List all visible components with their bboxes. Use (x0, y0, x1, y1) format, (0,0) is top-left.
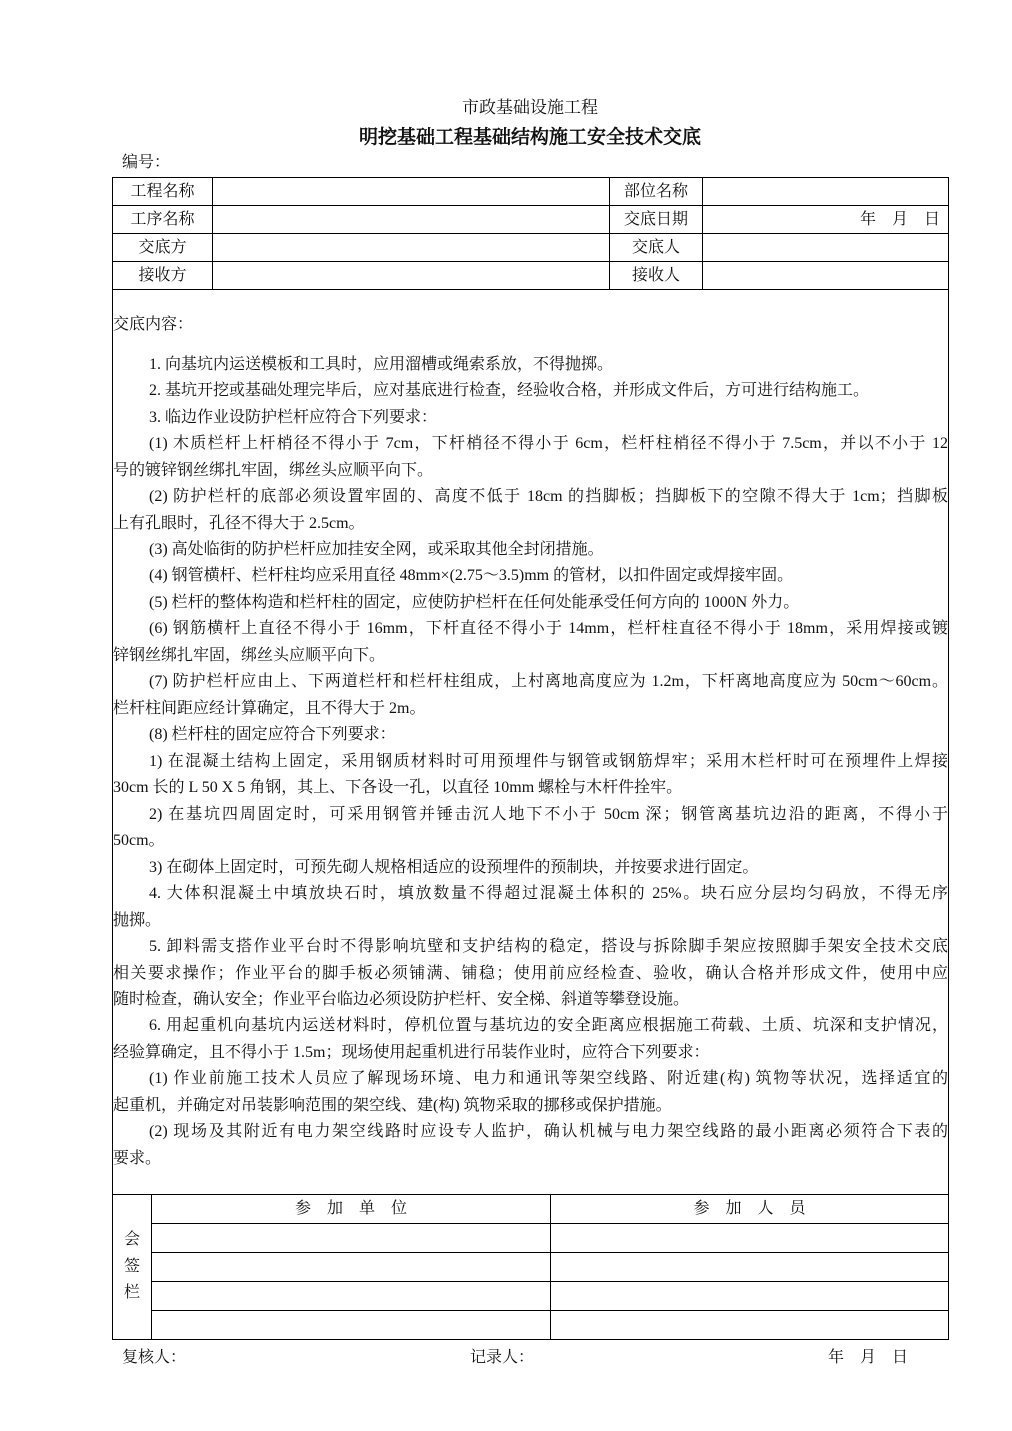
content-line: 3. 临边作业设防护栏杆应符合下列要求： (149, 408, 438, 426)
signoff-row (113, 1224, 949, 1253)
content-line: 锌钢丝绑扎牢固，绑丝头应顺平向下。 (113, 646, 386, 664)
recorder-label: 记录人： (470, 1349, 535, 1366)
signoff-header-row (113, 1195, 949, 1224)
content-line: 30cm 长的 L 50 X 5 角钢，其上、下各设一孔，以直径 10mm 螺栓与木杆件拴牢。 (113, 779, 683, 797)
discloser-label: 交底人 (610, 234, 703, 262)
disclosure-date-label: 交底日期 (610, 206, 703, 234)
content-line: 3) 在砌体上固定时，可预先砌人规格相适应的设预埋件的预制块，并按要求进行固定。 (149, 858, 759, 876)
content-line: 2) 在基坑四周固定时，可采用钢管并锤击沉人地下不小于 50cm 深；钢管离基坑边沿的距离，不得小于 (149, 805, 949, 823)
receiver-label: 接收人 (610, 262, 703, 290)
serial-number-label: 编号： (122, 154, 171, 171)
participating-unit-cell (152, 1282, 551, 1311)
participating-person-cell (551, 1224, 949, 1253)
signoff-section-label: 会签栏 (124, 1231, 141, 1302)
receiver-value (703, 262, 949, 290)
content-line: 4. 大体积混凝土中填放块石时，填放数量不得超过混凝土体积的 25%。块石应分层均匀码放，不得无序 (149, 885, 949, 903)
signoff-row (113, 1311, 949, 1340)
participating-person-cell (551, 1253, 949, 1282)
section-name-value (703, 178, 949, 206)
header-row (113, 206, 949, 234)
document-subtitle: 市政基础设施工程 (462, 98, 598, 117)
content-line: 相关要求操作；作业平台的脚手板必须铺满、铺稳；使用前应经检查、验收，确认合格并形成文件，使用中应 (113, 964, 949, 982)
content-line: 随时检查，确认安全；作业平台临边必须设防护栏杆、安全梯、斜道等攀登设施。 (113, 990, 690, 1008)
content-line: (8) 栏杆柱的固定应符合下列要求： (149, 726, 396, 744)
content-line: 5. 卸料需支搭作业平台时不得影响坑壁和支护结构的稳定，搭设与拆除脚手架应按照脚手架安全技术交底 (149, 938, 949, 956)
signoff-section-cell (113, 1195, 152, 1340)
participating-person-cell (551, 1311, 949, 1340)
disclosing-party-label: 交底方 (113, 234, 213, 262)
section-name-label: 部位名称 (610, 178, 703, 206)
content-line: (2) 防护栏杆的底部必须设置牢固的、高度不低于 18cm 的挡脚板；挡脚板下的空隙不得大于 1cm；挡脚板 (149, 488, 949, 506)
content-line: 2. 基坑开挖或基础处理完毕后，应对基底进行检查，经验收合格，并形成文件后，方可进行结构施工。 (149, 382, 870, 400)
participating-unit-cell (152, 1253, 551, 1282)
disclosure-form (112, 177, 949, 1340)
disclosure-date-value: 年 月 日 (703, 206, 949, 234)
content-line: (7) 防护栏杆应由上、下两道栏杆和栏杆柱组成，上村离地高度应为 1.2m，下杆离地高度应为 50cm～60cm。 (149, 673, 949, 691)
participating-unit-cell (152, 1311, 551, 1340)
content-line: 抛掷。 (113, 911, 162, 929)
content-line: (1) 木质栏杆上杆梢径不得小于 7cm，下杆梢径不得小于 6cm，栏杆柱梢径不得小于 7.5cm，并以不小于 12 (149, 435, 949, 453)
content-line: (1) 作业前施工技术人员应了解现场环境、电力和通讯等架空线路、附近建(构) 筑物等状况，选择适宜的 (149, 1070, 949, 1088)
footer-date: 年 月 日 (828, 1349, 909, 1366)
receiving-party-label: 接收方 (113, 262, 213, 290)
participating-unit-header: 参 加 单 位 (152, 1195, 551, 1224)
project-name-label: 工程名称 (113, 178, 213, 206)
content-line: (3) 高处临街的防护栏杆应加挂安全网，或采取其他全封闭措施。 (149, 541, 604, 559)
content-line: 6. 用起重机向基坑内运送材料时，停机位置与基坑边的安全距离应根据施工荷载、土质、坑深和支护情况， (149, 1017, 949, 1035)
content-line: (6) 钢筋横杆上直径不得小于 16mm，下杆直径不得小于 14mm，栏杆柱直径不得小于 18mm，采用焊接或镀 (149, 620, 949, 638)
disclosure-content (113, 290, 949, 1195)
content-line: 经验算确定，且不得小于 1.5m；现场使用起重机进行吊装作业时，应符合下列要求： (113, 1043, 710, 1061)
content-line: 1. 向基坑内运送模板和工具时，应用溜槽或绳索系放，不得抛掷。 (149, 355, 614, 373)
signoff-row (113, 1253, 949, 1282)
content-line: 1) 在混凝土结构上固定，采用钢质材料时可用预埋件与钢管或钢筋焊牢；采用木栏杆时可在预埋件上焊接 (149, 752, 949, 770)
process-name-label: 工序名称 (113, 206, 213, 234)
header-row (113, 178, 949, 206)
receiving-party-value (213, 262, 610, 290)
content-line: (2) 现场及其附近有电力架空线路时应设专人监护，确认机械与电力架空线路的最小距离必须符合下表的 (149, 1123, 949, 1141)
content-line: 50cm。 (113, 832, 165, 850)
signoff-row (113, 1282, 949, 1311)
disclosing-party-value (213, 234, 610, 262)
participating-person-cell (551, 1282, 949, 1311)
content-label: 交底内容： (113, 315, 194, 333)
header-row (113, 234, 949, 262)
participating-person-header: 参 加 人 员 (551, 1195, 949, 1224)
content-line: 起重机，并确定对吊装影响范围的架空线、建(构) 筑物采取的挪移或保护措施。 (113, 1096, 672, 1114)
content-line: 上有孔眼时，孔径不得大于 2.5cm。 (113, 514, 365, 532)
content-line: (4) 钢管横杆、栏杆柱均应采用直径 48mm×(2.75～3.5)mm 的管材，以扣件固定或焊接牢固。 (149, 567, 794, 585)
process-name-value (213, 206, 610, 234)
content-line: 号的镀锌钢丝绑扎牢固，绑丝头应顺平向下。 (113, 461, 434, 479)
participating-unit-cell (152, 1224, 551, 1253)
header-row (113, 262, 949, 290)
project-name-value (213, 178, 610, 206)
content-line: 要求。 (113, 1149, 162, 1167)
content-line: 栏杆柱间距应经计算确定，且不得大于 2m。 (113, 699, 426, 717)
content-line: (5) 栏杆的整体构造和栏杆柱的固定，应使防护栏杆在任何处能承受任何方向的 1000N 外力。 (149, 593, 800, 611)
content-body (113, 352, 948, 1173)
content-row (113, 290, 949, 1195)
document-title: 明挖基础工程基础结构施工安全技术交底 (358, 127, 701, 148)
reviewer-label: 复核人： (122, 1349, 187, 1366)
discloser-value (703, 234, 949, 262)
